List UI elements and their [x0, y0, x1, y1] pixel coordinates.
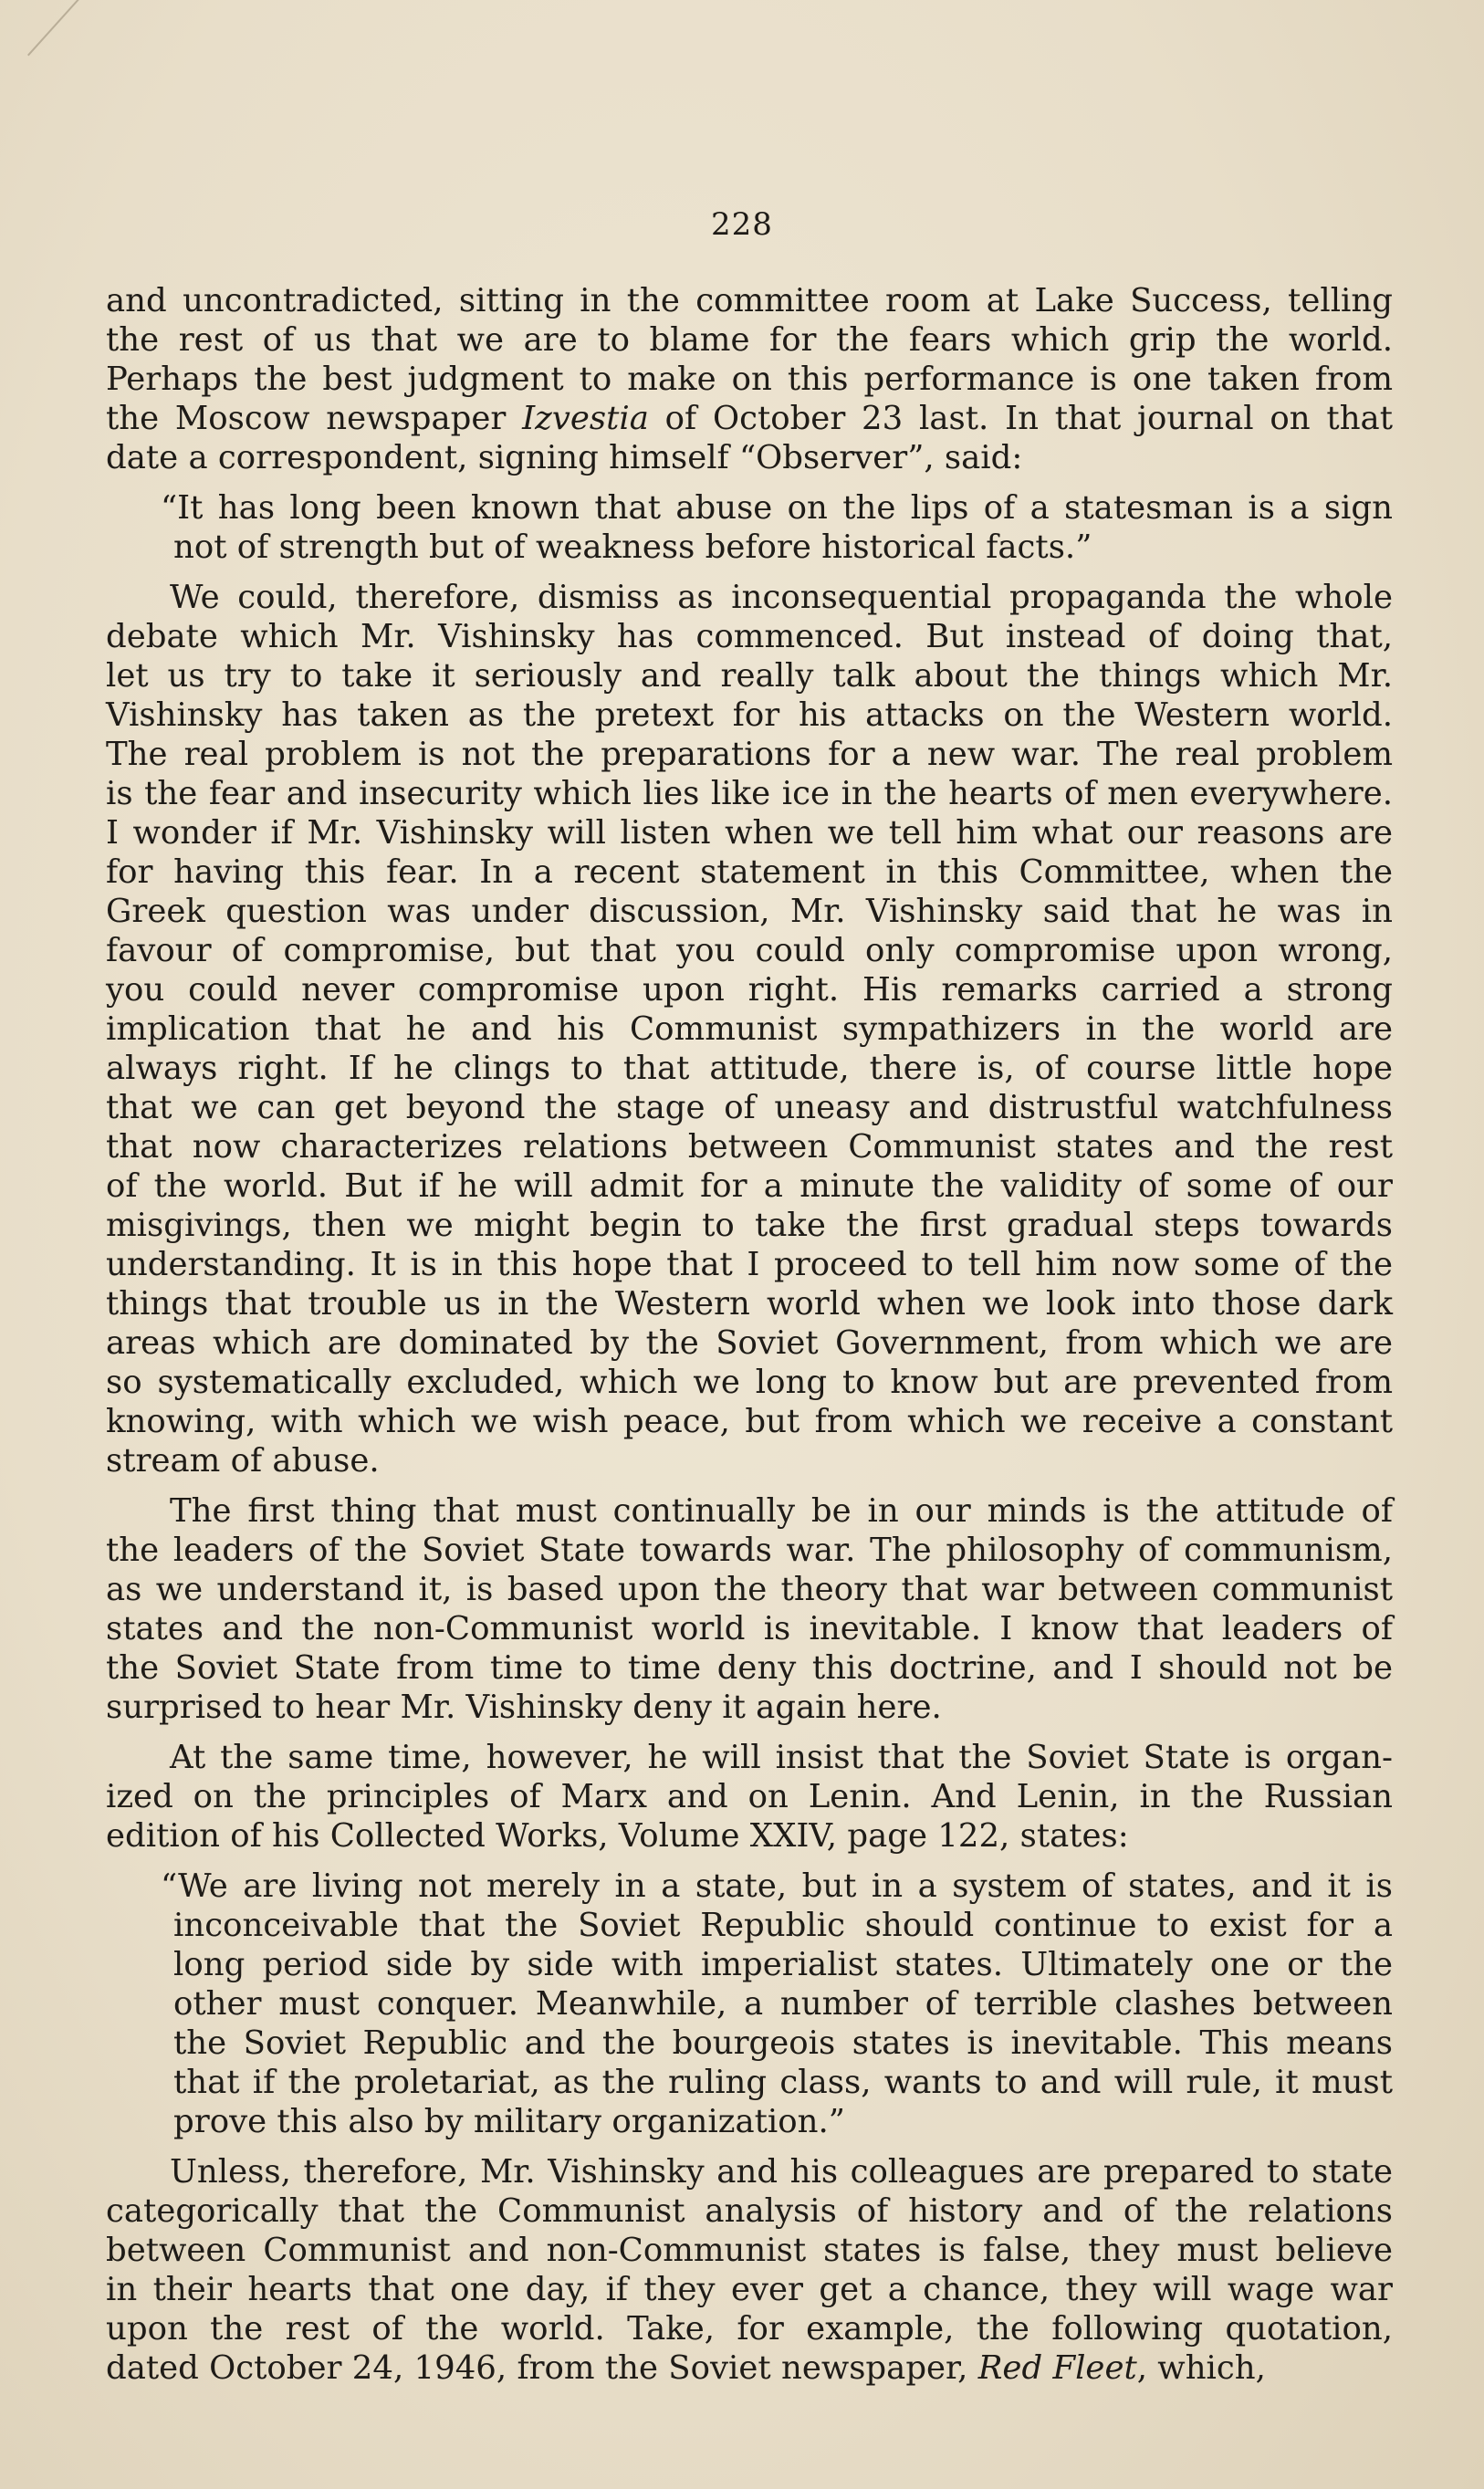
text-line: The first thing that must continually be in our minds is the attitude of: [170, 1492, 1393, 1530]
text-line: The real problem is not the preparations for a new war. The real problem: [106, 736, 1393, 773]
paragraph-gap: [106, 567, 1393, 578]
text-line: We could, therefore, dismiss as inconsequential propaganda the whole: [170, 579, 1393, 616]
text-line: knowing, with which we wish peace, but from which we receive a constant: [106, 1403, 1393, 1440]
text-line: dated October 24, 1946, from the Soviet newspaper, Red Fleet, which,: [106, 2349, 1266, 2387]
text-line: “It has long been known that abuse on the lips of a statesman is a sign: [161, 489, 1393, 527]
paragraph: [106, 281, 1393, 477]
text-line: you could never compromise upon right. His remarks carried a strong: [106, 971, 1393, 1009]
text-line: the Soviet Republic and the bourgeois states is inevitable. This means: [173, 2024, 1393, 2062]
text-line: always right. If he clings to that attitude, there is, of course little hope: [106, 1050, 1393, 1087]
text-line: that we can get beyond the stage of uneasy and distrustful watchfulness: [106, 1089, 1393, 1126]
text-line: as we understand it, is based upon the theory that war between communist: [106, 1571, 1393, 1608]
text-line: between Communist and non-Communist states is false, they must believe: [106, 2232, 1393, 2269]
text-line: Perhaps the best judgment to make on this performance is one taken from: [106, 361, 1393, 398]
paragraph: [106, 2152, 1393, 2388]
paragraph-gap: [106, 1727, 1393, 1738]
page-crease: [27, 0, 96, 56]
paragraph-gap: [106, 477, 1393, 488]
text-line: let us try to take it seriously and really talk about the things which Mr.: [106, 657, 1393, 695]
text-line: that now characterizes relations between Communist states and the rest: [106, 1128, 1393, 1166]
text-line: things that trouble us in the Western world when we look into those dark: [106, 1285, 1393, 1323]
text-line: is the fear and insecurity which lies like ice in the hearts of men everywhere.: [106, 775, 1393, 812]
text-line: edition of his Collected Works, Volume XXIV, page 122, states:: [106, 1817, 1129, 1855]
text-line: understanding. It is in this hope that I proceed to tell him now some of the: [106, 1246, 1393, 1283]
text-line: Greek question was under discussion, Mr. Vishinsky said that he was in: [106, 893, 1393, 930]
block-quote: [106, 1867, 1393, 2141]
text-line: inconceivable that the Soviet Republic should continue to exist for a: [173, 1907, 1393, 1944]
paragraph: [106, 1491, 1393, 1727]
text-line: so systematically excluded, which we long to know but are prevented from: [106, 1364, 1393, 1401]
text-line: Unless, therefore, Mr. Vishinsky and his colleagues are prepared to state: [170, 2153, 1393, 2191]
text-line: that if the proletariat, as the ruling class, wants to and will rule, it must: [173, 2064, 1393, 2101]
text-line: implication that he and his Communist sympathizers in the world are: [106, 1010, 1393, 1048]
text-line: categorically that the Communist analysis of history and of the relations: [106, 2192, 1393, 2230]
text-line: date a correspondent, signing himself “Observer”, said:: [106, 439, 1023, 476]
text-line: of the world. But if he will admit for a minute the validity of some of our: [106, 1167, 1393, 1205]
paragraph-gap: [106, 1480, 1393, 1491]
text-line: ized on the principles of Marx and on Lenin. And Lenin, in the Russian: [106, 1778, 1393, 1815]
paragraph: [106, 1738, 1393, 1856]
text-line: areas which are dominated by the Soviet Government, from which we are: [106, 1324, 1393, 1362]
page-number: 228: [711, 206, 773, 243]
text-line: the Moscow newspaper Izvestia of October 23 last. In that journal on that: [106, 400, 1393, 437]
body-text: [106, 281, 1393, 2388]
text-line: “We are living not merely in a state, but in a system of states, and it is: [161, 1867, 1393, 1905]
text-line: other must conquer. Meanwhile, a number of terrible clashes between: [173, 1985, 1393, 2023]
text-line: favour of compromise, but that you could only compromise upon wrong,: [106, 932, 1393, 969]
text-line: the leaders of the Soviet State towards war. The philosophy of communism,: [106, 1532, 1393, 1569]
text-line: prove this also by military organization.”: [173, 2103, 845, 2140]
text-line: debate which Mr. Vishinsky has commenced. But instead of doing that,: [106, 618, 1393, 655]
text-line: the rest of us that we are to blame for the fears which grip the world.: [106, 321, 1393, 359]
paragraph-gap: [106, 1856, 1393, 1867]
text-line: states and the non-Communist world is inevitable. I know that leaders of: [106, 1610, 1393, 1647]
text-line: Vishinsky has taken as the pretext for his attacks on the Western world.: [106, 696, 1393, 734]
paragraph-gap: [106, 2141, 1393, 2152]
text-line: misgivings, then we might begin to take the first gradual steps towards: [106, 1207, 1393, 1244]
text-line: long period side by side with imperialist states. Ultimately one or the: [173, 1946, 1393, 1983]
paragraph: [106, 578, 1393, 1480]
block-quote: [106, 488, 1393, 567]
text-line: not of strength but of weakness before historical facts.”: [173, 528, 1092, 566]
text-line: At the same time, however, he will insist that the Soviet State is organ-: [170, 1739, 1393, 1776]
text-line: stream of abuse.: [106, 1442, 380, 1480]
text-line: surprised to hear Mr. Vishinsky deny it again here.: [106, 1689, 942, 1726]
text-line: in their hearts that one day, if they ever get a chance, they will wage war: [106, 2271, 1393, 2308]
text-line: the Soviet State from time to time deny this doctrine, and I should not be: [106, 1649, 1393, 1687]
text-line: upon the rest of the world. Take, for example, the following quotation,: [106, 2310, 1393, 2348]
text-line: I wonder if Mr. Vishinsky will listen when we tell him what our reasons are: [106, 814, 1393, 852]
text-line: for having this fear. In a recent statement in this Committee, when the: [106, 853, 1393, 891]
text-line: and uncontradicted, sitting in the committee room at Lake Success, telling: [106, 282, 1393, 319]
